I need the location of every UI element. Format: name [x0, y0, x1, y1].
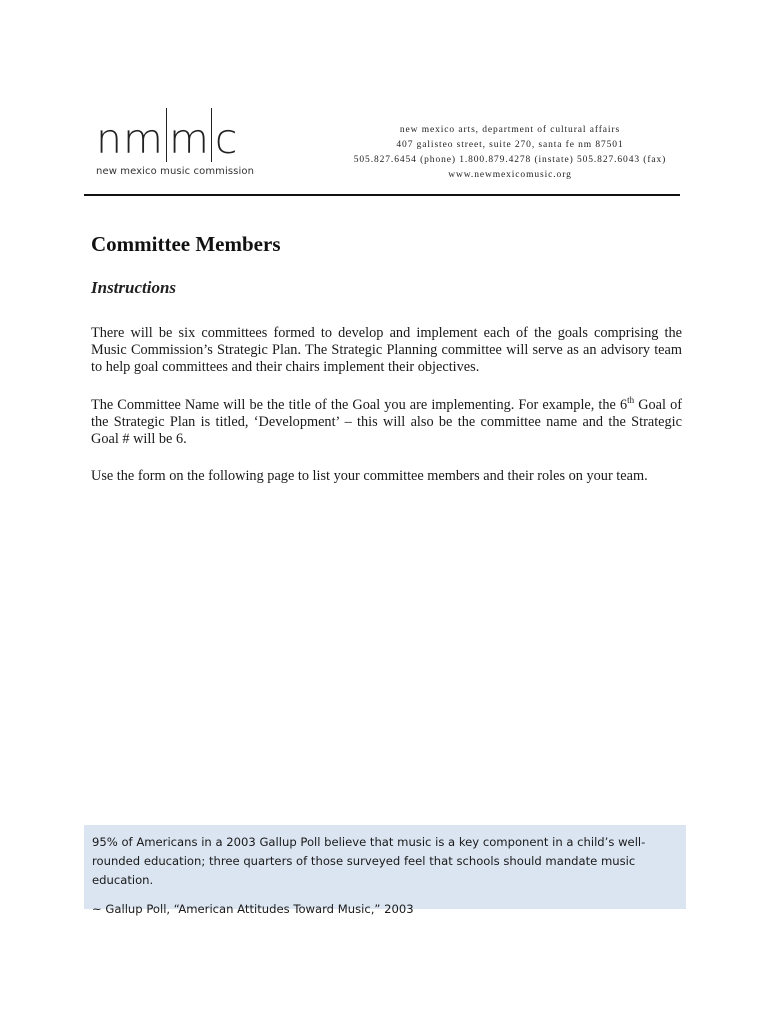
page-title: Committee Members: [91, 232, 281, 256]
contact-address: 407 galisteo street, suite 270, santa fe nm 87501: [396, 140, 624, 150]
contact-phone: 505.827.6454 (phone) 1.800.879.4278 (instate) 505.827.6043 (fax): [353, 155, 667, 165]
logo-letter: m: [123, 115, 164, 163]
contact-website: www.newmexicomusic.org: [448, 170, 572, 180]
ordinal-suffix: th: [627, 395, 635, 406]
contact-block: [340, 123, 680, 183]
section-subtitle: Instructions: [91, 278, 177, 297]
logo-letter: n: [96, 115, 123, 163]
logo-mark: [96, 108, 266, 162]
logo-letter: c: [214, 115, 239, 163]
quote-text: 95% of Americans in a 2003 Gallup Poll believe that music is a key component in a child’s well-rounded education; three quarters of those surveyed feel that schools should mandate music education.: [92, 835, 646, 887]
quote-box: [84, 825, 686, 916]
logo-letter: m: [168, 115, 210, 163]
instructions-paragraph: Use the form on the following page to list your committee members and their roles on your team.: [91, 468, 648, 484]
instructions-paragraph: There will be six committees formed to develop and implement each of the goals comprising the Music Commission’s Strategic Plan. The Strategic Planning committee will serve as an advisory team to help goal committees and their chairs implement their objectives.: [91, 325, 682, 375]
quote-attribution: ~ Gallup Poll, “American Attitudes Toward Music,” 2003: [92, 902, 414, 916]
contact-organization: new mexico arts, department of cultural affairs: [399, 125, 621, 135]
logo-subtitle: new mexico music commission: [96, 166, 255, 177]
instructions-paragraph: [91, 397, 682, 448]
paragraph-text: Goal of the Strategic Plan is titled, ‘Development’ – this will also be the committee name and the Strategic Goal # will be 6.: [91, 397, 682, 447]
header-divider: [84, 194, 680, 196]
nmmc-logo: [96, 108, 266, 182]
logo-divider: [211, 108, 212, 162]
paragraph-text: The Committee Name will be the title of the Goal you are implementing. For example, the 6: [91, 397, 628, 413]
logo-divider: [166, 108, 167, 162]
